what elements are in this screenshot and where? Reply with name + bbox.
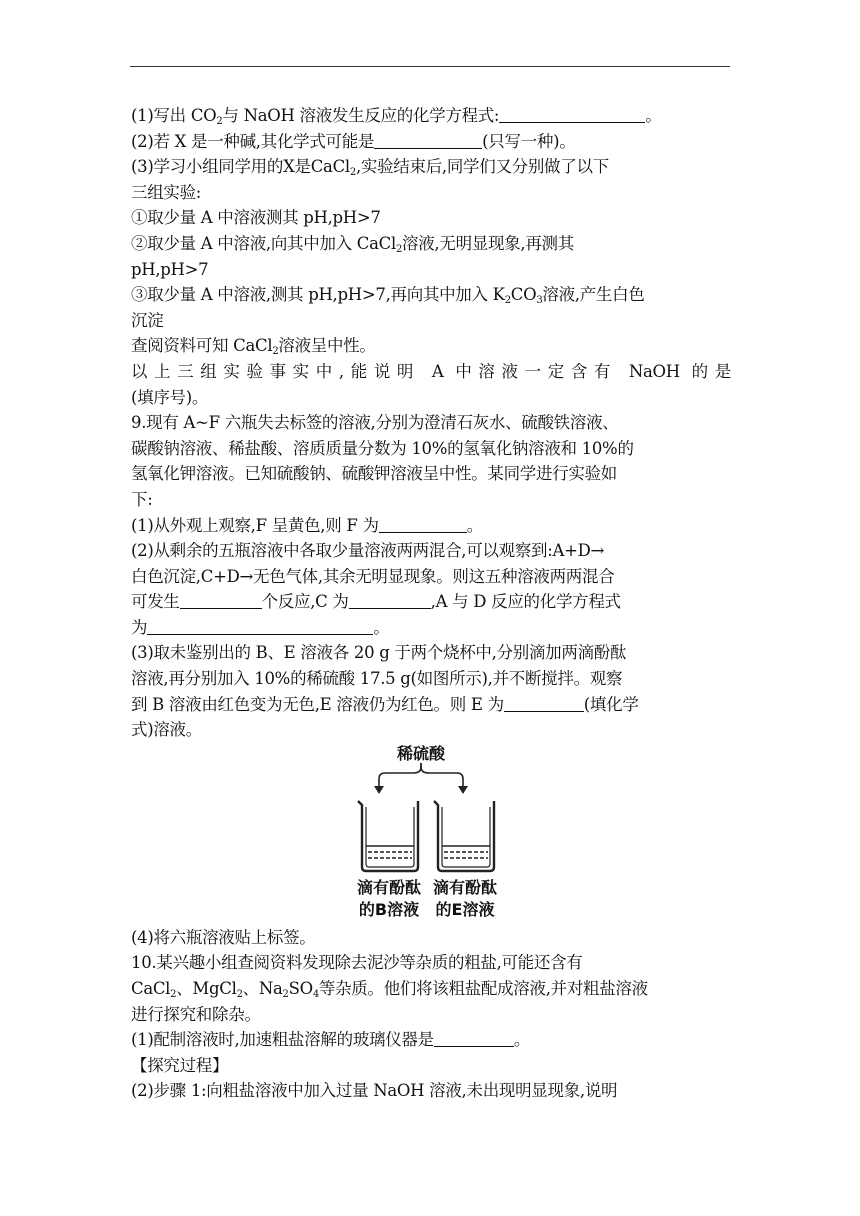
q9-part2-cont2: 可发生 个反应,C 为 ,A 与 D 反应的化学方程式 xyxy=(131,592,621,612)
q9-part2-cont: 白色沉淀,C+D→无色气体,其余无明显现象。则这五种溶液两两混合 xyxy=(131,566,615,586)
beaker-figure xyxy=(131,743,731,925)
section-heading: 【探究过程】 xyxy=(131,1055,229,1075)
arrow-right-head-icon xyxy=(458,786,468,794)
q10-part1: (1)配制溶液时,加速粗盐溶解的玻璃仪器是 。 xyxy=(131,1030,531,1050)
q9-part2: (2)从剩余的五瓶溶液中各取少量溶液两两混合,可以观察到:A+D→ xyxy=(131,541,605,561)
arrow-left-head-icon xyxy=(374,786,384,794)
fig-label-right-line2: 的E溶液 xyxy=(435,899,495,919)
experiment-2: ②取少量 A 中溶液,向其中加入 CaCl$_2$溶液,无明显现象,再测其 xyxy=(131,233,574,255)
answer-blank[interactable] xyxy=(180,591,262,609)
q8-part3: (3)学习小组同学用的X是CaCl$_2$,实验结束后,同学们又分别做了以下 xyxy=(131,157,609,179)
answer-blank[interactable] xyxy=(349,591,431,609)
q9-part3-cont2: 到 B 溶液由红色变为无色,E 溶液仍为红色。则 E 为 (填化学 xyxy=(131,694,639,714)
experiment-3-cont: 沉淀 xyxy=(131,310,164,330)
fig-label-right-line1: 滴有酚酞 xyxy=(432,877,498,897)
q9-part4: (4)将六瓶溶液贴上标签。 xyxy=(131,927,316,947)
q8-part1: (1)写出 $CO_2$与 NaOH 溶液发生反应的化学方程式: 。 xyxy=(131,106,662,127)
answer-blank[interactable] xyxy=(147,617,373,635)
q9-stem-2: 碳酸钠溶液、稀盐酸、溶质质量分数为 10%的氢氧化钠溶液和 10%的 xyxy=(131,438,634,458)
fig-label-left-line1: 滴有酚酞 xyxy=(356,877,422,897)
beaker-right xyxy=(434,801,494,871)
q9-stem-4: 下: xyxy=(131,489,153,509)
header-rule xyxy=(130,66,730,67)
answer-blank[interactable] xyxy=(379,515,467,533)
q9-part3-cont3: 式)溶液。 xyxy=(131,720,202,740)
q9-stem-1: 9.现有 A~F 六瓶失去标签的溶液,分别为澄清石灰水、硫酸铁溶液、 xyxy=(131,413,619,433)
answer-blank[interactable] xyxy=(504,694,584,712)
q10-part2: (2)步骤 1:向粗盐溶液中加入过量 NaOH 溶液,未出现明显现象,说明 xyxy=(131,1081,618,1101)
arrow-left-line xyxy=(379,763,421,789)
reference-note: 查阅资料可知 CaCl$_2$溶液呈中性。 xyxy=(131,336,376,358)
q9-part3-cont: 溶液,再分别加入 10%的稀硫酸 17.5 g(如图所示),并不断搅拌。观察 xyxy=(131,669,623,689)
answer-blank[interactable] xyxy=(434,1029,514,1047)
q8-part3-cont: 三组实验: xyxy=(131,182,202,202)
experiment-1: ①取少量 A 中溶液测其 pH,pH>7 xyxy=(131,208,381,228)
fig-label-dilute-sulfuric-acid: 稀硫酸 xyxy=(396,743,446,763)
arrow-right-line xyxy=(421,763,463,789)
q8-conclusion-cont: (填序号)。 xyxy=(131,387,209,407)
q9-stem-3: 氢氧化钾溶液。已知硫酸钠、硫酸钾溶液呈中性。某同学进行实验如 xyxy=(131,464,618,484)
q9-part2-cont3: 为 。 xyxy=(131,617,390,637)
beaker-diagram xyxy=(355,743,515,925)
q8-conclusion: 以上三组实验事实中,能说明 A 中溶液一定含有 NaOH 的是 xyxy=(131,361,731,381)
q10-stem-3: 进行探究和除杂。 xyxy=(131,1004,261,1024)
document-body xyxy=(131,103,731,1104)
beaker-right-outline xyxy=(434,801,494,871)
answer-blank[interactable] xyxy=(499,105,645,123)
fig-label-left-line2: 的B溶液 xyxy=(358,899,420,919)
q8-part2: (2)若 X 是一种碱,其化学式可能是 (只写一种)。 xyxy=(131,131,576,151)
beaker-left-outline xyxy=(358,801,418,871)
experiment-2-cont: pH,pH>7 xyxy=(131,259,209,279)
experiment-3: ③取少量 A 中溶液,测其 pH,pH>7,再向其中加入 $K_2CO_3$溶液,产生白色 xyxy=(131,285,645,307)
q9-part3: (3)取未鉴别出的 B、E 溶液各 20 g 于两个烧杯中,分别滴加两滴酚酞 xyxy=(131,643,627,663)
q10-stem-1: 10.某兴趣小组查阅资料发现除去泥沙等杂质的粗盐,可能还含有 xyxy=(131,953,583,973)
q9-part1: (1)从外观上观察,F 呈黄色,则 F 为 。 xyxy=(131,515,483,535)
q10-stem-2: CaCl$_2$、MgCl$_2$、$Na_2SO_4$等杂质。他们将该粗盐配成溶液,并对粗盐溶液 xyxy=(131,979,648,1001)
beaker-left xyxy=(358,801,418,871)
answer-blank[interactable] xyxy=(374,131,482,149)
